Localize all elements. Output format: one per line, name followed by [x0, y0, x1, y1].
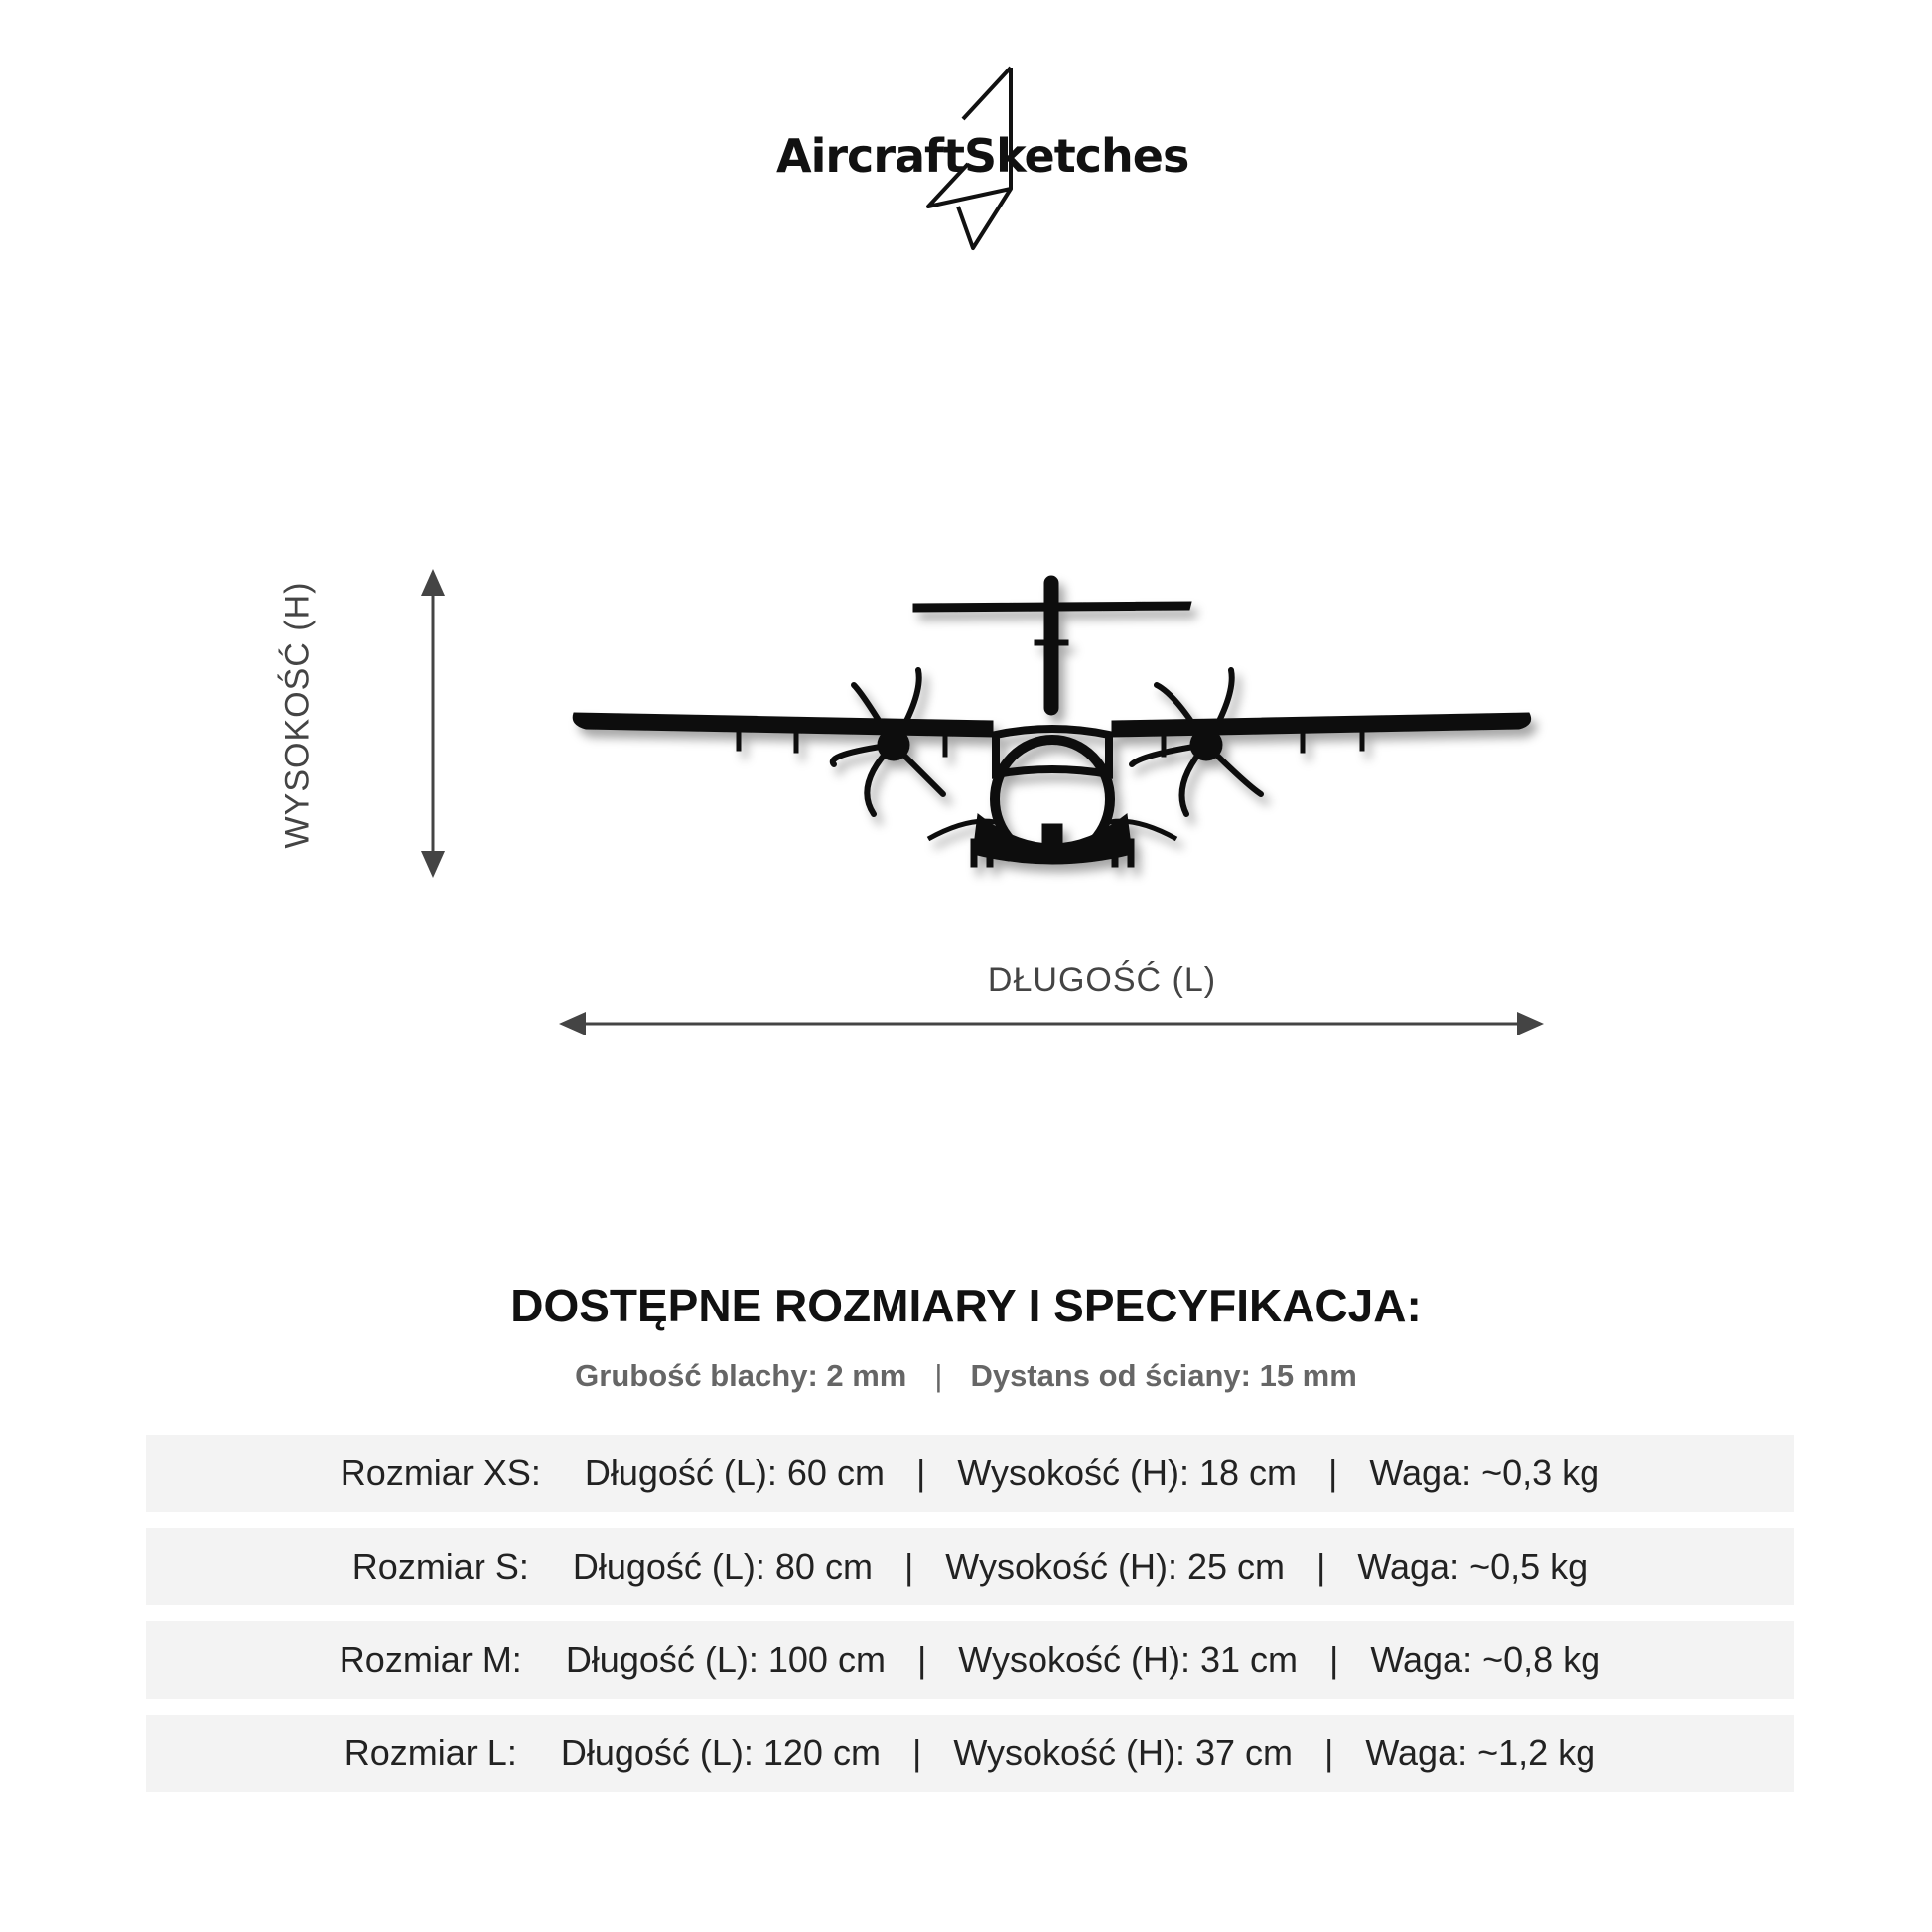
size-length: Długość (L): 80 cm [572, 1546, 873, 1587]
size-length: Długość (L): 100 cm [565, 1639, 886, 1680]
size-name: Rozmiar XS: [340, 1452, 541, 1493]
sheet-thickness: Grubość blachy: 2 mm [575, 1358, 907, 1393]
size-height: Wysokość (H): 25 cm [945, 1546, 1286, 1587]
size-weight: Waga: ~0,5 kg [1357, 1546, 1588, 1587]
row-separator: | [1328, 1452, 1338, 1493]
size-row-xs [146, 1435, 1794, 1512]
row-separator: | [911, 1732, 922, 1773]
size-row-m [146, 1621, 1794, 1699]
row-separator: | [916, 1639, 927, 1680]
size-height: Wysokość (H): 18 cm [957, 1452, 1298, 1493]
wall-distance: Dystans od ściany: 15 mm [970, 1358, 1357, 1393]
size-row-s [146, 1528, 1794, 1605]
row-separator: | [903, 1546, 914, 1587]
specs-title: DOSTĘPNE ROZMIARY I SPECYFIKACJA: [510, 1280, 1422, 1331]
subtitle-separator: | [934, 1358, 943, 1393]
size-height: Wysokość (H): 37 cm [953, 1732, 1294, 1773]
size-weight: Waga: ~1,2 kg [1365, 1732, 1596, 1773]
size-length: Długość (L): 60 cm [584, 1452, 885, 1493]
size-weight: Waga: ~0,3 kg [1369, 1452, 1600, 1493]
size-length: Długość (L): 120 cm [560, 1732, 881, 1773]
row-separator: | [1329, 1639, 1339, 1680]
size-row-l [146, 1715, 1794, 1792]
size-name: Rozmiar M: [339, 1639, 522, 1680]
length-label: DŁUGOŚĆ (L) [987, 961, 1217, 999]
aircraft-silhouette-icon [556, 556, 1549, 894]
row-separator: | [1316, 1546, 1326, 1587]
size-weight: Waga: ~0,8 kg [1370, 1639, 1601, 1680]
row-separator: | [915, 1452, 926, 1493]
size-name: Rozmiar L: [344, 1732, 517, 1773]
row-separator: | [1324, 1732, 1334, 1773]
height-label: WYSOKOŚĆ (H) [278, 581, 317, 849]
logo-text: AircraftSketches [776, 129, 1189, 183]
sizes-table [146, 1435, 1794, 1808]
size-height: Wysokość (H): 31 cm [958, 1639, 1299, 1680]
size-name: Rozmiar S: [351, 1546, 529, 1587]
specs-subtitle [0, 1358, 1932, 1394]
